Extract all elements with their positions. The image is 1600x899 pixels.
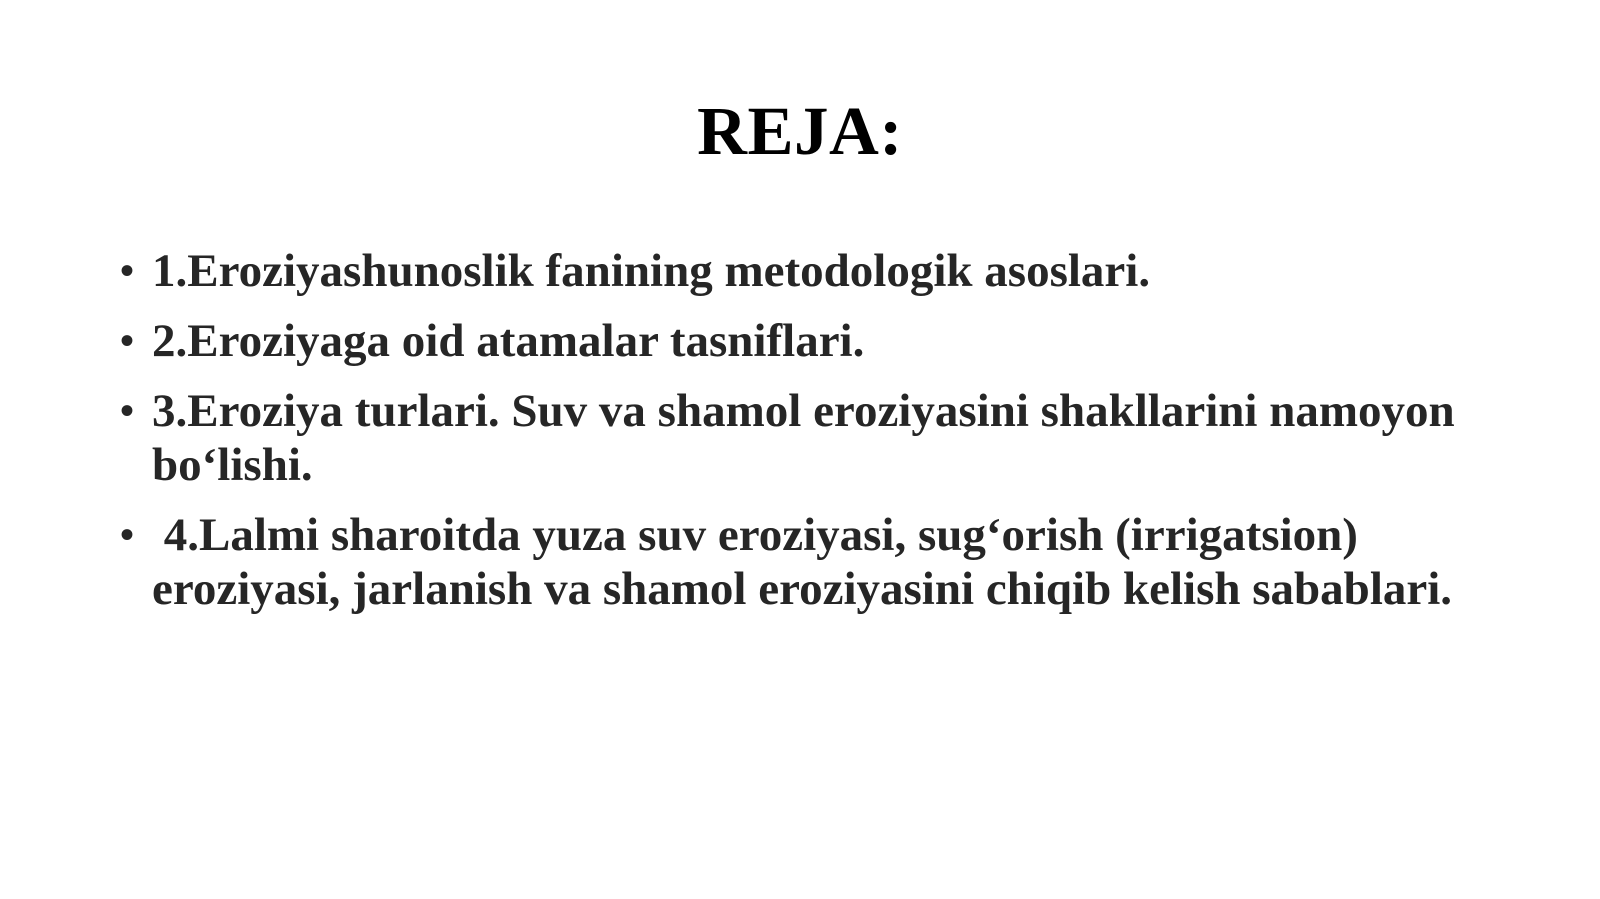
bullet-icon: • bbox=[120, 248, 135, 293]
bullet-icon: • bbox=[120, 388, 135, 433]
list-item-text: 1.Eroziyashunoslik fanining metodologik asoslari. bbox=[152, 245, 1151, 297]
bullet-icon: • bbox=[120, 318, 135, 363]
list-item-text: 3.Eroziya turlari. Suv va shamol eroziyasini shakllarini namoyon bo‘lishi. bbox=[152, 385, 1455, 491]
list-item bbox=[120, 384, 1540, 492]
list-item bbox=[120, 314, 1540, 368]
list-item bbox=[120, 244, 1540, 298]
list-item-text: 4.Lalmi sharoitda yuza suv eroziyasi, sug‘orish (irrigatsion) eroziyasi, jarlanish va shamol eroziyasini chiqib kelish sabablari. bbox=[152, 509, 1453, 615]
list-item bbox=[120, 508, 1540, 616]
list-item-text: 2.Eroziyaga oid atamalar tasniflari. bbox=[152, 315, 865, 367]
slide-title: REJA: bbox=[697, 93, 903, 169]
plan-list bbox=[120, 244, 1540, 632]
bullet-icon: • bbox=[120, 512, 135, 557]
